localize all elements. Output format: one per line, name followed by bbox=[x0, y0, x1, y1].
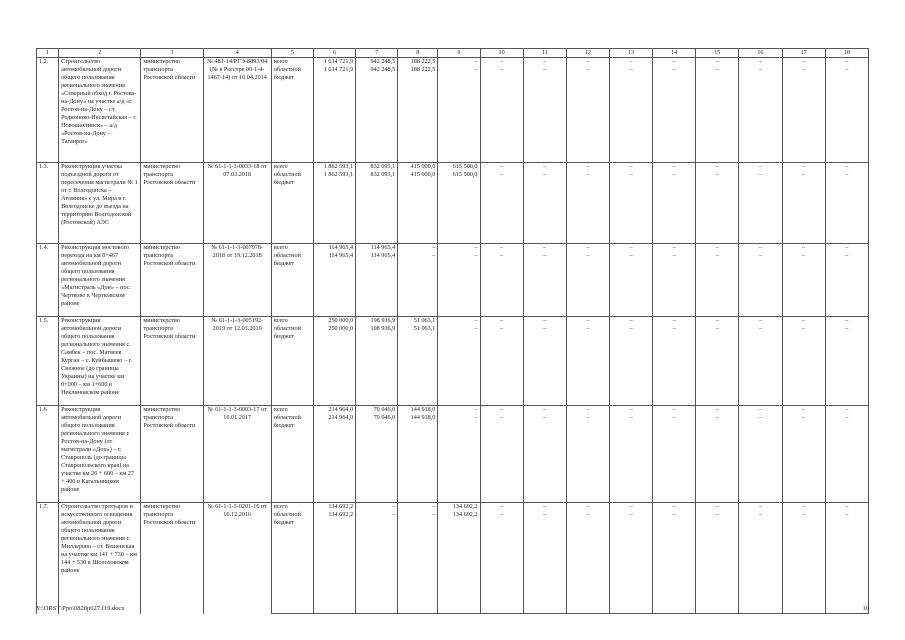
funding-category: всего bbox=[271, 244, 313, 253]
column-header: 14 bbox=[653, 49, 696, 58]
amount-cell: 198 936,9 bbox=[356, 325, 398, 406]
amount-cell: – bbox=[523, 171, 566, 244]
amount-cell: – bbox=[480, 317, 523, 326]
amount-cell: – bbox=[609, 511, 652, 614]
column-header: 10 bbox=[480, 49, 523, 58]
funding-category: областной бюджет bbox=[271, 414, 313, 503]
amount-cell: – bbox=[825, 66, 868, 163]
amount-cell: – bbox=[523, 406, 566, 415]
amount-cell: 1 614 721,9 bbox=[313, 58, 355, 67]
table-row bbox=[37, 503, 869, 512]
amount-cell: – bbox=[609, 317, 652, 326]
amount-cell: – bbox=[696, 503, 739, 512]
amount-cell: – bbox=[739, 66, 782, 163]
amount-cell: – bbox=[696, 511, 739, 614]
amount-cell: – bbox=[438, 414, 480, 503]
amount-cell: – bbox=[653, 511, 696, 614]
funding-category: всего bbox=[271, 406, 313, 415]
funding-category: областной бюджет bbox=[271, 325, 313, 406]
column-header: 8 bbox=[398, 49, 438, 58]
amount-cell: – bbox=[523, 252, 566, 317]
program-table bbox=[36, 48, 869, 614]
expertise-document: № 61-1-1-3-007978-2018 от 19.12.2018 bbox=[203, 244, 271, 317]
amount-cell: – bbox=[739, 503, 782, 512]
amount-cell: – bbox=[566, 406, 609, 415]
amount-cell: – bbox=[739, 163, 782, 172]
amount-cell: 70 046,0 bbox=[356, 406, 398, 415]
amount-cell: – bbox=[653, 406, 696, 415]
amount-cell: – bbox=[696, 325, 739, 406]
amount-cell: 214 964,0 bbox=[313, 406, 355, 415]
amount-cell: – bbox=[782, 511, 825, 614]
amount-cell: 51 063,1 bbox=[398, 325, 438, 406]
column-header: 17 bbox=[782, 49, 825, 58]
amount-cell: – bbox=[653, 325, 696, 406]
funding-category: областной бюджет bbox=[271, 252, 313, 317]
amount-cell: 415 000,0 bbox=[398, 171, 438, 244]
amount-cell: – bbox=[739, 317, 782, 326]
amount-cell: – bbox=[825, 406, 868, 415]
amount-cell: – bbox=[480, 252, 523, 317]
amount-cell: – bbox=[523, 325, 566, 406]
header-row bbox=[37, 49, 869, 58]
amount-cell: 214 964,0 bbox=[313, 414, 355, 503]
amount-cell: – bbox=[696, 171, 739, 244]
amount-cell: 615 500,0 bbox=[438, 163, 480, 172]
amount-cell: – bbox=[653, 317, 696, 326]
expertise-document: № 61-1-1-3-0201-16 от 16.12.2016 bbox=[203, 503, 271, 614]
amount-cell: – bbox=[825, 252, 868, 317]
amount-cell: – bbox=[653, 252, 696, 317]
amount-cell: – bbox=[739, 414, 782, 503]
amount-cell: – bbox=[782, 414, 825, 503]
amount-cell: – bbox=[696, 317, 739, 326]
amount-cell: – bbox=[438, 317, 480, 326]
amount-cell: – bbox=[739, 325, 782, 406]
amount-cell: – bbox=[609, 163, 652, 172]
amount-cell: – bbox=[609, 503, 652, 512]
amount-cell: – bbox=[480, 171, 523, 244]
amount-cell: – bbox=[825, 244, 868, 253]
amount-cell: – bbox=[523, 163, 566, 172]
expertise-document: № 61-1-1-3-0033-18 от 07.03.2018 bbox=[203, 163, 271, 244]
amount-cell: 134 692,2 bbox=[438, 503, 480, 512]
row-number: 1.4. bbox=[37, 244, 59, 317]
amount-cell: – bbox=[696, 66, 739, 163]
column-header: 11 bbox=[523, 49, 566, 58]
amount-cell: – bbox=[782, 325, 825, 406]
column-header: 12 bbox=[566, 49, 609, 58]
amount-cell: – bbox=[739, 511, 782, 614]
amount-cell: – bbox=[480, 66, 523, 163]
amount-cell: 198 936,9 bbox=[356, 317, 398, 326]
amount-cell: 415 000,0 bbox=[398, 163, 438, 172]
amount-cell: 134 692,2 bbox=[438, 511, 480, 614]
amount-cell: – bbox=[609, 66, 652, 163]
funding-category: областной бюджет bbox=[271, 511, 313, 614]
amount-cell: – bbox=[609, 325, 652, 406]
amount-cell: – bbox=[523, 58, 566, 67]
amount-cell: – bbox=[566, 414, 609, 503]
amount-cell: – bbox=[398, 244, 438, 253]
amount-cell: – bbox=[696, 163, 739, 172]
funding-category: всего bbox=[271, 317, 313, 326]
executor: министерство транспорта Ростовской области bbox=[141, 503, 203, 614]
amount-cell: 615 500,0 bbox=[438, 171, 480, 244]
amount-cell: – bbox=[480, 414, 523, 503]
amount-cell: – bbox=[782, 406, 825, 415]
amount-cell: – bbox=[696, 58, 739, 67]
amount-cell: 942 248,5 bbox=[356, 58, 398, 67]
amount-cell: – bbox=[739, 252, 782, 317]
funding-category: всего bbox=[271, 163, 313, 172]
object-name: Строительство тротуаров и искусственного освещения автомобильной дороги общего пользования регионального значения г. Миллерово – ст. Вешенская на участке км 141 + 730 – км 144 + 530 в Шолоховском районе bbox=[59, 503, 141, 614]
amount-cell: – bbox=[480, 406, 523, 415]
table-row bbox=[37, 317, 869, 326]
amount-cell: 942 248,5 bbox=[356, 66, 398, 163]
amount-cell: – bbox=[825, 58, 868, 67]
amount-cell: 1 614 721,9 bbox=[313, 66, 355, 163]
amount-cell: 134 692,2 bbox=[313, 503, 355, 512]
document-page bbox=[36, 48, 869, 614]
amount-cell: 832 093,1 bbox=[356, 163, 398, 172]
amount-cell: – bbox=[609, 171, 652, 244]
amount-cell: – bbox=[438, 244, 480, 253]
amount-cell: – bbox=[696, 406, 739, 415]
amount-cell: – bbox=[566, 317, 609, 326]
amount-cell: – bbox=[438, 406, 480, 415]
amount-cell: 188 222,5 bbox=[398, 66, 438, 163]
amount-cell: – bbox=[609, 414, 652, 503]
amount-cell: – bbox=[480, 244, 523, 253]
amount-cell: – bbox=[782, 163, 825, 172]
column-header: 18 bbox=[825, 49, 868, 58]
amount-cell: – bbox=[825, 511, 868, 614]
amount-cell: – bbox=[438, 252, 480, 317]
amount-cell: 114 965,4 bbox=[313, 252, 355, 317]
amount-cell: – bbox=[739, 406, 782, 415]
amount-cell: 1 862 593,1 bbox=[313, 163, 355, 172]
amount-cell: – bbox=[609, 252, 652, 317]
object-name: Реконструкция автомобильной дороги общего пользования регионального значения г. Ростов-на-Дону (от магистрали «Дон») – г. Ставрополь (до границы Ставропольского края) на участке км 26 + 600 – км 27 + 400 в Кагальницком районе bbox=[59, 406, 141, 503]
amount-cell: – bbox=[438, 66, 480, 163]
executor: министерство транспорта Ростовской области bbox=[141, 244, 203, 317]
amount-cell: – bbox=[523, 244, 566, 253]
column-header: 15 bbox=[696, 49, 739, 58]
amount-cell: 70 046,0 bbox=[356, 414, 398, 503]
amount-cell: 114 965,4 bbox=[356, 252, 398, 317]
amount-cell: – bbox=[782, 66, 825, 163]
amount-cell: 51 063,1 bbox=[398, 317, 438, 326]
amount-cell: – bbox=[782, 503, 825, 512]
amount-cell: – bbox=[398, 252, 438, 317]
amount-cell: – bbox=[696, 252, 739, 317]
amount-cell: – bbox=[609, 244, 652, 253]
funding-category: областной бюджет bbox=[271, 66, 313, 163]
column-header: 7 bbox=[356, 49, 398, 58]
amount-cell: – bbox=[739, 58, 782, 67]
object-name: Реконструкция автомобильной дороги общего пользования регионального значения с. Самбек – пос. Матвеев Курган – с. Куйбышево – г. Снежное (до границы Украины) на участке км 0+000 – км 1+600 в Неклиновском районе bbox=[59, 317, 141, 406]
column-header: 2 bbox=[59, 49, 141, 58]
amount-cell: – bbox=[356, 511, 398, 614]
amount-cell: 188 222,5 bbox=[398, 58, 438, 67]
funding-category: всего bbox=[271, 58, 313, 67]
executor: министерство транспорта Ростовской области bbox=[141, 317, 203, 406]
table-row bbox=[37, 244, 869, 253]
object-name: Реконструкция участка подъездной дороги от пересечения магистрали № 1 от г. Волгодонска – Атоминя» с ул. Мира в г. Волгодонске до въезда на территорию Волгодонской (Ростовской) АЭС bbox=[59, 163, 141, 244]
amount-cell: – bbox=[653, 163, 696, 172]
row-number: 1.3. bbox=[37, 163, 59, 244]
amount-cell: – bbox=[653, 66, 696, 163]
amount-cell: 250 000,0 bbox=[313, 317, 355, 326]
amount-cell: 832 093,1 bbox=[356, 171, 398, 244]
amount-cell: 1 862 593,1 bbox=[313, 171, 355, 244]
executor: министерство транспорта Ростовской области bbox=[141, 163, 203, 244]
column-header: 5 bbox=[271, 49, 313, 58]
amount-cell: – bbox=[356, 503, 398, 512]
table-body bbox=[37, 58, 869, 614]
amount-cell: – bbox=[523, 414, 566, 503]
table-row bbox=[37, 406, 869, 415]
amount-cell: – bbox=[739, 171, 782, 244]
object-name: Строительство автомобильной дороги общего пользования регионального значения «Северный обход г. Ростова-на-Дону» на участке а/д «г. Ростов-на-Дону – ст. Родионово-Несветайская – г. Новошахтинск» – а/д «Ростов-на-Дону – Таганрог» bbox=[59, 58, 141, 163]
amount-cell: – bbox=[523, 503, 566, 512]
amount-cell: – bbox=[653, 414, 696, 503]
amount-cell: – bbox=[398, 503, 438, 512]
column-header: 9 bbox=[438, 49, 480, 58]
column-header: 16 bbox=[739, 49, 782, 58]
object-name: Реконструкция мостового перехода на км 8+467 автомобильной дороги общего пользования регионального значения «Магистраль «Дон» – пос. Чертково в Чертковском районе bbox=[59, 244, 141, 317]
amount-cell: – bbox=[566, 163, 609, 172]
amount-cell: – bbox=[653, 58, 696, 67]
row-number: 1.2. bbox=[37, 58, 59, 163]
table-row bbox=[37, 58, 869, 67]
table-row bbox=[37, 163, 869, 172]
amount-cell: 114 965,4 bbox=[356, 244, 398, 253]
amount-cell: – bbox=[438, 58, 480, 67]
amount-cell: – bbox=[566, 325, 609, 406]
amount-cell: – bbox=[782, 244, 825, 253]
amount-cell: – bbox=[825, 163, 868, 172]
executor: министерство транспорта Ростовской области bbox=[141, 58, 203, 163]
amount-cell: – bbox=[566, 171, 609, 244]
expertise-document: № 61-1-1-3-0003-17 от 16.01.2017 bbox=[203, 406, 271, 503]
amount-cell: 134 692,2 bbox=[313, 511, 355, 614]
amount-cell: – bbox=[825, 414, 868, 503]
amount-cell: – bbox=[566, 503, 609, 512]
amount-cell: – bbox=[653, 503, 696, 512]
funding-category: всего bbox=[271, 503, 313, 512]
amount-cell: 114 965,4 bbox=[313, 244, 355, 253]
funding-category: областной бюджет bbox=[271, 171, 313, 244]
amount-cell: – bbox=[696, 244, 739, 253]
executor: министерство транспорта Ростовской области bbox=[141, 406, 203, 503]
amount-cell: – bbox=[825, 317, 868, 326]
amount-cell: – bbox=[480, 163, 523, 172]
amount-cell: – bbox=[566, 58, 609, 67]
amount-cell: – bbox=[825, 171, 868, 244]
column-header: 1 bbox=[37, 49, 59, 58]
amount-cell: – bbox=[480, 511, 523, 614]
amount-cell: – bbox=[438, 325, 480, 406]
file-path: Y:\ORST\Ppo\0828p627.f19.docx bbox=[36, 605, 125, 612]
amount-cell: – bbox=[609, 406, 652, 415]
expertise-document: № 481-14/РГЭ-8893/04 (№ в Реестре 00-1-4-1467-14) от 10.04.2014 bbox=[203, 58, 271, 163]
amount-cell: – bbox=[566, 252, 609, 317]
row-number: 1.7. bbox=[37, 503, 59, 614]
amount-cell: – bbox=[825, 503, 868, 512]
amount-cell: 144 918,0 bbox=[398, 406, 438, 415]
amount-cell: – bbox=[653, 244, 696, 253]
amount-cell: – bbox=[696, 414, 739, 503]
amount-cell: – bbox=[523, 511, 566, 614]
amount-cell: – bbox=[566, 511, 609, 614]
row-number: 1.5. bbox=[37, 317, 59, 406]
amount-cell: – bbox=[825, 325, 868, 406]
amount-cell: – bbox=[782, 58, 825, 67]
amount-cell: – bbox=[609, 58, 652, 67]
amount-cell: – bbox=[480, 325, 523, 406]
amount-cell: – bbox=[523, 66, 566, 163]
amount-cell: – bbox=[653, 171, 696, 244]
amount-cell: – bbox=[480, 58, 523, 67]
amount-cell: 250 000,0 bbox=[313, 325, 355, 406]
amount-cell: – bbox=[480, 503, 523, 512]
column-header: 4 bbox=[203, 49, 271, 58]
column-header: 6 bbox=[313, 49, 355, 58]
column-header: 3 bbox=[141, 49, 203, 58]
amount-cell: – bbox=[566, 244, 609, 253]
page-number: 10 bbox=[862, 605, 869, 612]
amount-cell: – bbox=[782, 317, 825, 326]
amount-cell: 144 918,0 bbox=[398, 414, 438, 503]
amount-cell: – bbox=[739, 244, 782, 253]
amount-cell: – bbox=[523, 317, 566, 326]
row-number: 1.6 bbox=[37, 406, 59, 503]
expertise-document: № 61-1-1-3-005192-2019 от 12.03.2019 bbox=[203, 317, 271, 406]
column-header: 13 bbox=[609, 49, 652, 58]
amount-cell: – bbox=[782, 171, 825, 244]
amount-cell: – bbox=[782, 252, 825, 317]
amount-cell: – bbox=[566, 66, 609, 163]
amount-cell: – bbox=[398, 511, 438, 614]
